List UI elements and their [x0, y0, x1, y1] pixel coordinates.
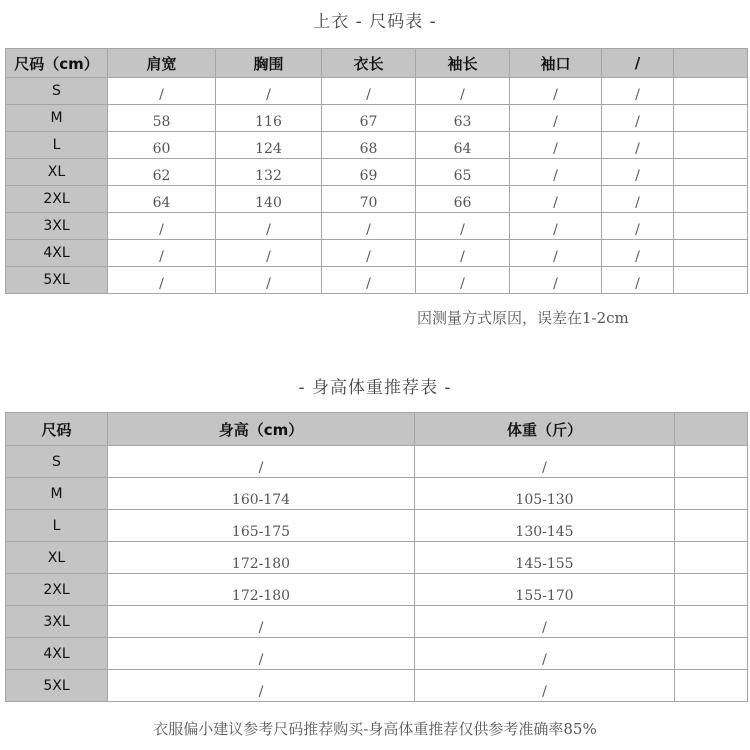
value-cell: 132 [216, 159, 322, 186]
value-cell: 160-174 [108, 478, 415, 510]
value-cell: / [602, 267, 674, 294]
size-cell: L [6, 132, 108, 159]
size-cell: 4XL [6, 240, 108, 267]
column-header: 尺码 [6, 413, 108, 446]
table-row [6, 132, 748, 159]
value-cell: 70 [322, 186, 416, 213]
table-row [6, 606, 748, 638]
value-cell: / [416, 78, 510, 105]
value-cell: 130-145 [415, 510, 675, 542]
row-spacer [675, 670, 748, 702]
value-cell: 105-130 [415, 478, 675, 510]
size-cell: XL [6, 159, 108, 186]
value-cell: / [510, 105, 602, 132]
value-cell: 116 [216, 105, 322, 132]
size-cell: 3XL [6, 606, 108, 638]
bottom-table-note: 衣服偏小建议参考尺码推荐购买-身高体重推荐仅供参考准确率85% [153, 720, 597, 738]
row-spacer [675, 542, 748, 574]
size-cell: 2XL [6, 574, 108, 606]
size-cell: M [6, 105, 108, 132]
top-table-title: 上衣 - 尺码表 - [313, 12, 437, 32]
size-cell: S [6, 78, 108, 105]
value-cell: / [415, 606, 675, 638]
value-cell: / [216, 267, 322, 294]
size-cell: XL [6, 542, 108, 574]
row-spacer [675, 574, 748, 606]
row-spacer [675, 478, 748, 510]
table-row [6, 670, 748, 702]
table-row [6, 240, 748, 267]
value-cell: 66 [416, 186, 510, 213]
value-cell: 124 [216, 132, 322, 159]
size-cell: L [6, 510, 108, 542]
top-table-body [6, 49, 748, 294]
value-cell: / [108, 670, 415, 702]
value-cell: / [415, 670, 675, 702]
column-header: 体重（斤） [415, 413, 675, 446]
table-row [6, 105, 748, 132]
value-cell: 145-155 [415, 542, 675, 574]
bottom-table-body [6, 413, 748, 702]
value-cell: / [510, 159, 602, 186]
header-spacer [674, 49, 748, 78]
row-spacer [674, 267, 748, 294]
value-cell: / [602, 186, 674, 213]
value-cell: 64 [108, 186, 216, 213]
bottom-table-title: - 身高体重推荐表 - [298, 378, 452, 398]
value-cell: 172-180 [108, 542, 415, 574]
value-cell: / [416, 240, 510, 267]
size-cell: 2XL [6, 186, 108, 213]
value-cell: / [602, 159, 674, 186]
value-cell: 64 [416, 132, 510, 159]
row-spacer [675, 638, 748, 670]
value-cell: 140 [216, 186, 322, 213]
size-cell: 4XL [6, 638, 108, 670]
row-spacer [674, 78, 748, 105]
bottom-size-table [5, 412, 748, 702]
value-cell: 62 [108, 159, 216, 186]
value-cell: 60 [108, 132, 216, 159]
value-cell: / [322, 240, 416, 267]
value-cell: / [108, 638, 415, 670]
size-cell: M [6, 478, 108, 510]
header-row [6, 413, 748, 446]
row-spacer [674, 159, 748, 186]
table-row [6, 213, 748, 240]
value-cell: / [416, 267, 510, 294]
table-row [6, 574, 748, 606]
value-cell: / [108, 446, 415, 478]
table-row [6, 78, 748, 105]
column-header: / [602, 49, 674, 78]
value-cell: 68 [322, 132, 416, 159]
table-row [6, 267, 748, 294]
column-header: 肩宽 [108, 49, 216, 78]
value-cell: / [510, 78, 602, 105]
value-cell: / [108, 78, 216, 105]
table-row [6, 510, 748, 542]
value-cell: / [108, 213, 216, 240]
value-cell: / [108, 267, 216, 294]
value-cell: 172-180 [108, 574, 415, 606]
value-cell: / [510, 186, 602, 213]
row-spacer [675, 606, 748, 638]
value-cell: / [322, 213, 416, 240]
value-cell: 155-170 [415, 574, 675, 606]
value-cell: / [510, 213, 602, 240]
table-row [6, 478, 748, 510]
value-cell: / [510, 267, 602, 294]
table-row [6, 542, 748, 574]
value-cell: 165-175 [108, 510, 415, 542]
top-table-note: 因测量方式原因，误差在1-2cm [417, 309, 629, 327]
value-cell: 58 [108, 105, 216, 132]
header-spacer [675, 413, 748, 446]
value-cell: / [602, 240, 674, 267]
row-spacer [674, 240, 748, 267]
value-cell: / [415, 638, 675, 670]
value-cell: / [415, 446, 675, 478]
value-cell: / [602, 78, 674, 105]
value-cell: / [322, 78, 416, 105]
size-cell: 5XL [6, 670, 108, 702]
row-spacer [674, 132, 748, 159]
value-cell: / [510, 132, 602, 159]
value-cell: / [216, 78, 322, 105]
column-header: 袖口 [510, 49, 602, 78]
value-cell: / [602, 213, 674, 240]
header-row [6, 49, 748, 78]
value-cell: 63 [416, 105, 510, 132]
top-size-table [5, 48, 748, 294]
size-cell: S [6, 446, 108, 478]
row-spacer [674, 213, 748, 240]
table-row [6, 186, 748, 213]
value-cell: / [216, 213, 322, 240]
column-header: 胸围 [216, 49, 322, 78]
table-row [6, 446, 748, 478]
row-spacer [675, 446, 748, 478]
size-cell: 3XL [6, 213, 108, 240]
column-header: 袖长 [416, 49, 510, 78]
row-spacer [675, 510, 748, 542]
value-cell: / [108, 606, 415, 638]
table-row [6, 638, 748, 670]
value-cell: / [108, 240, 216, 267]
row-spacer [674, 105, 748, 132]
value-cell: 65 [416, 159, 510, 186]
value-cell: / [416, 213, 510, 240]
value-cell: / [322, 267, 416, 294]
column-header: 尺码（cm） [6, 49, 108, 78]
value-cell: 67 [322, 105, 416, 132]
value-cell: / [216, 240, 322, 267]
table-row [6, 159, 748, 186]
value-cell: / [602, 132, 674, 159]
column-header: 身高（cm） [108, 413, 415, 446]
value-cell: / [510, 240, 602, 267]
column-header: 衣长 [322, 49, 416, 78]
value-cell: / [602, 105, 674, 132]
size-cell: 5XL [6, 267, 108, 294]
value-cell: 69 [322, 159, 416, 186]
row-spacer [674, 186, 748, 213]
